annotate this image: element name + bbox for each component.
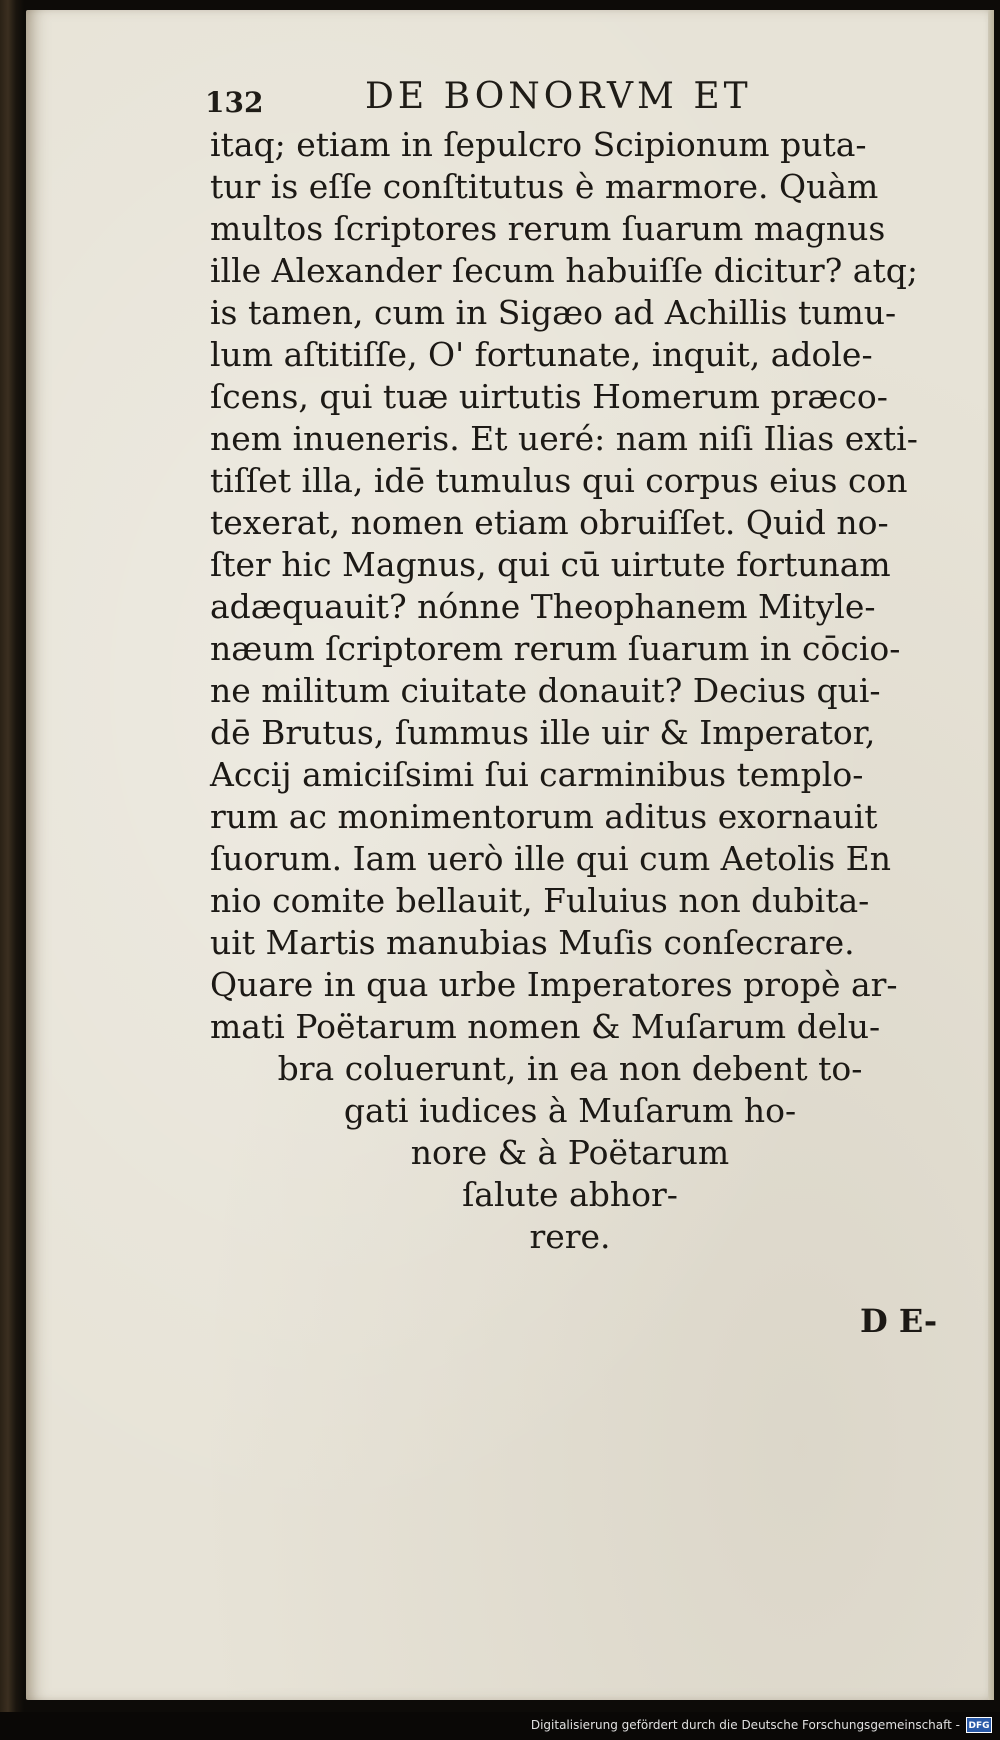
tail-line: nore & à Poëtarum: [410, 1133, 730, 1172]
catchword: D E-: [860, 1302, 938, 1340]
text-line: næum ſcriptorem rerum ſuarum in cōcio-: [210, 629, 901, 668]
page-edge: [988, 10, 994, 1700]
text-line: ſcens, qui tuæ uirtutis Homerum præco-: [210, 377, 888, 416]
text-line: nem inueneris. Et ueré: nam niſi Ilias exti-: [210, 419, 918, 458]
running-head: [205, 72, 915, 122]
text-line: uit Martis manubias Muſis conſecrare.: [210, 923, 855, 962]
tail-line: gati iudices à Muſarum ho-: [343, 1091, 797, 1130]
body-text: [210, 124, 930, 1258]
tail-line: ſalute abhor-: [462, 1175, 678, 1214]
text-line: adæquauit? nónne Theophanem Mityle-: [210, 587, 876, 626]
text-line: ille Alexander ſecum habuiſſe dicitur? atq;: [210, 251, 918, 290]
text-line: ſter hic Magnus, qui cū uirtute fortunam: [210, 545, 891, 584]
footer-strip: [0, 1712, 1000, 1740]
text-line: multos ſcriptores rerum ſuarum magnus: [210, 209, 886, 248]
tail-line: rere.: [529, 1217, 611, 1256]
text-line: Quare in qua urbe Imperatores propè ar-: [210, 965, 898, 1004]
text-line: nio comite bellauit, Fuluius non dubita-: [210, 881, 870, 920]
text-line: lum aſtitiſſe, O' fortunate, inquit, adole-: [210, 335, 873, 374]
text-line: Accij amiciſsimi ſui carminibus templo-: [210, 755, 864, 794]
dfg-logo: DFG: [966, 1717, 992, 1733]
text-line: rum ac monimentorum aditus exornauit: [210, 797, 878, 836]
text-line: tur is eſſe conſtitutus è marmore. Quàm: [210, 167, 879, 206]
text-line: tiſſet illa, idē tumulus qui corpus eius con: [210, 461, 908, 500]
text-line: mati Poëtarum nomen & Muſarum delu-: [210, 1007, 881, 1046]
running-title: DE BONORVM ET: [365, 76, 752, 117]
page-number: 132: [205, 86, 264, 119]
digitalization-note: Digitalisierung gefördert durch die Deutsche Forschungsgemeinschaft -: [530, 1718, 960, 1732]
text-line: is tamen, cum in Sigæo ad Achillis tumu-: [210, 293, 897, 332]
text-line: ſuorum. Iam uerò ille qui cum Aetolis En: [210, 839, 892, 878]
tail-line: bra coluerunt, in ea non debent to-: [277, 1049, 863, 1088]
text-line: dē Brutus, ſummus ille uir & Imperator,: [210, 713, 876, 752]
text-line: texerat, nomen etiam obruiſſet. Quid no-: [210, 503, 889, 542]
text-line: itaq; etiam in ſepulcro Scipionum puta-: [210, 125, 867, 164]
text-line: ne militum ciuitate donauit? Decius qui-: [210, 671, 881, 710]
